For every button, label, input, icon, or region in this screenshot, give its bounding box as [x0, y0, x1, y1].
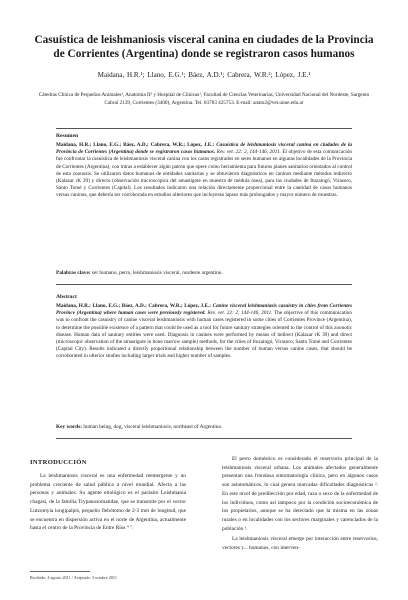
received-accepted-dates: Recibido: 4 agosto 2011 / Aceptado: 3 octubre 2011	[30, 575, 117, 580]
author-list: Maidana, H.R.¹; Llano, E.G.¹; Báez, A.D.¹; Cabrera, W.R.²; López, J.E.¹	[97, 71, 311, 79]
abstract-cite-title: Canine visceral leishmaniasis casuistry in cities from Corrientes Province (Argentina) where human cases were previously registered.	[56, 303, 353, 317]
divider	[56, 284, 352, 285]
resumen-text	[56, 142, 352, 199]
palabras-clave-text: ser humano, perro, leishmaniosis visceral, nordeste argentino.	[91, 270, 223, 276]
abstract-cite-ref: Rev. vet. 22: 2, 144-146, 2011.	[207, 310, 273, 317]
footer-rule	[30, 571, 90, 572]
key-words-text: human being, dog, visceral leishmaniosis, northeast of Argentina.	[83, 424, 222, 430]
left-column	[30, 472, 186, 533]
palabras-clave	[56, 270, 352, 276]
palabras-clave-label: Palabras clave:	[56, 270, 91, 276]
resumen-block	[56, 133, 352, 199]
resumen-cite-authors: Maidana, H.R.; Llano, E.G.; Báez, A.D.; Cabrera, W.R.; López, J.E.:	[56, 142, 215, 149]
resumen-heading: Resumen	[56, 133, 79, 139]
resumen-body: El objetivo de esta comunicación fue confrontar la casuística de leishmaniosis visceral canina con los casos registrados en seres humanos en algunas localidades de la Provincia de Corrientes (Argentina), con miras a establecer algún patrón que opere como herramienta para futuros planes sanitarios orientados al control de esta zoonosis. Se utilizaron datos humanos de entidades sanitarias y se obtuvieron diagnósticos en caninos mediante métodos indirecto (Kalazar rK 39) y directo (observación microscópica del amastigote en muestra de médula ósea), para las ciudades de Ituzaingó, Virasoro, Santo Tomé y Corrientes (Capital). Los resultados indicaron una relación directamente proporcional entre la cantidad de casos humanos versus caninos, que debería ser corroborada en estudios ulteriores que incluyeran lapsos más prolongados y mayor número de muestras.	[56, 149, 353, 199]
key-words-label: Key words:	[56, 424, 83, 430]
abstract-cite-authors: Maidana, H.R.; Llano, E.G.; Báez, A.D.; Cabrera, W.R.; López, J.E.:	[56, 303, 212, 310]
abstract-heading: Abstract	[56, 294, 77, 300]
right-column	[222, 455, 378, 553]
divider	[56, 128, 352, 129]
abstract-body: The objective of this communication was to confront the casuistry of canine visceral leishmaniosis with human cases registered in some cities of Corrientes Province (Argentina), to determine the possible existence of a pattern that could be used as a tool for future sanitary strategies oriented to the control of this zoonotic disease. Human data of sanitary entities were used. Diagnosis in canines were performed by means of indirect (Kalazar rK 39) and direct (microscopic observation of the amastigote in bone marrow sample) methods, for the cities of Ituzaingó, Virasoro, Santo Tomé and Corrientes (Capital City). Results indicated a directly proportional relationship between the number of human versus canine cases, that should be corroborated in ulterior studies including larger trials and higher number of samples.	[56, 310, 352, 360]
article-title: Casuística de leishmaniosis visceral canina en ciudades de la Provincia de Corrientes (Argentina) donde se registraron casos humanos	[34, 34, 374, 60]
affiliation: Cátedras Clínica de Pequeños Animales¹, Anatomía II² y Hospital de Clínicas¹, Facultad de Ciencias Veterinarias, Universidad Nacional del Nordeste, Sargento Cabral 2139, Corrientes (3400), Argentina. Tel. 03783 425753. E-mail: anato2@vet.unne.edu.ar	[38, 92, 370, 106]
divider	[56, 438, 352, 439]
abstract-block	[56, 294, 352, 360]
abstract-text	[56, 303, 352, 360]
intro-paragraph-right-1: El perro doméstico es considerado el reservorio principal de la leishmaniosis visceral urbana. Los animales afectados generalmente presentan una frondosa sintomatología clínica, pero en algunos casos son asintomáticos, lo cual genera marcadas dificultades diagnósticas ². En este nivel de predilección por edad, raza o sexo de la enfermedad de los individuos, como así tampoco por la condición socioeconómica de los propietarios, aunque se ha detectado que la misma en las zonas rurales o en localidades con los sectores marginales y carenciados de la población ¹.	[222, 456, 378, 532]
resumen-cite-ref: Rev. vet. 22: 2, 144-146, 2011.	[216, 149, 281, 156]
resumen-cite-title: Casuística de leishmaniosis visceral canina en ciudades de la Provincia de Corrientes (Argentina) donde se registraron casos humanos.	[56, 142, 352, 156]
intro-paragraph-right-2: La leishmaniosis visceral emerge por interacción entre reservorios, vectores y... humanos, con interven-	[222, 536, 378, 552]
intro-paragraph-left: La leishmaniosis visceral es una enfermedad reemergente y un problema creciente de salud pública a nivel mundial. Afecta a las personas y animales. Su agente etiológico es el parásito Leishmania chagasi, de la familia Trypanosomatidae, que se transmite por el vector Lutzomyia longipalpis, pequeño flebótomo de 2-3 mm de longitud, que se encuentra en dispersión activa en el norte de Argentina, actualmente hasta el centro de la Provincia de Entre Ríos ⁴ ⁷.	[30, 473, 186, 532]
key-words	[56, 424, 352, 430]
section-heading: INTRODUCCIÓN	[30, 459, 87, 466]
